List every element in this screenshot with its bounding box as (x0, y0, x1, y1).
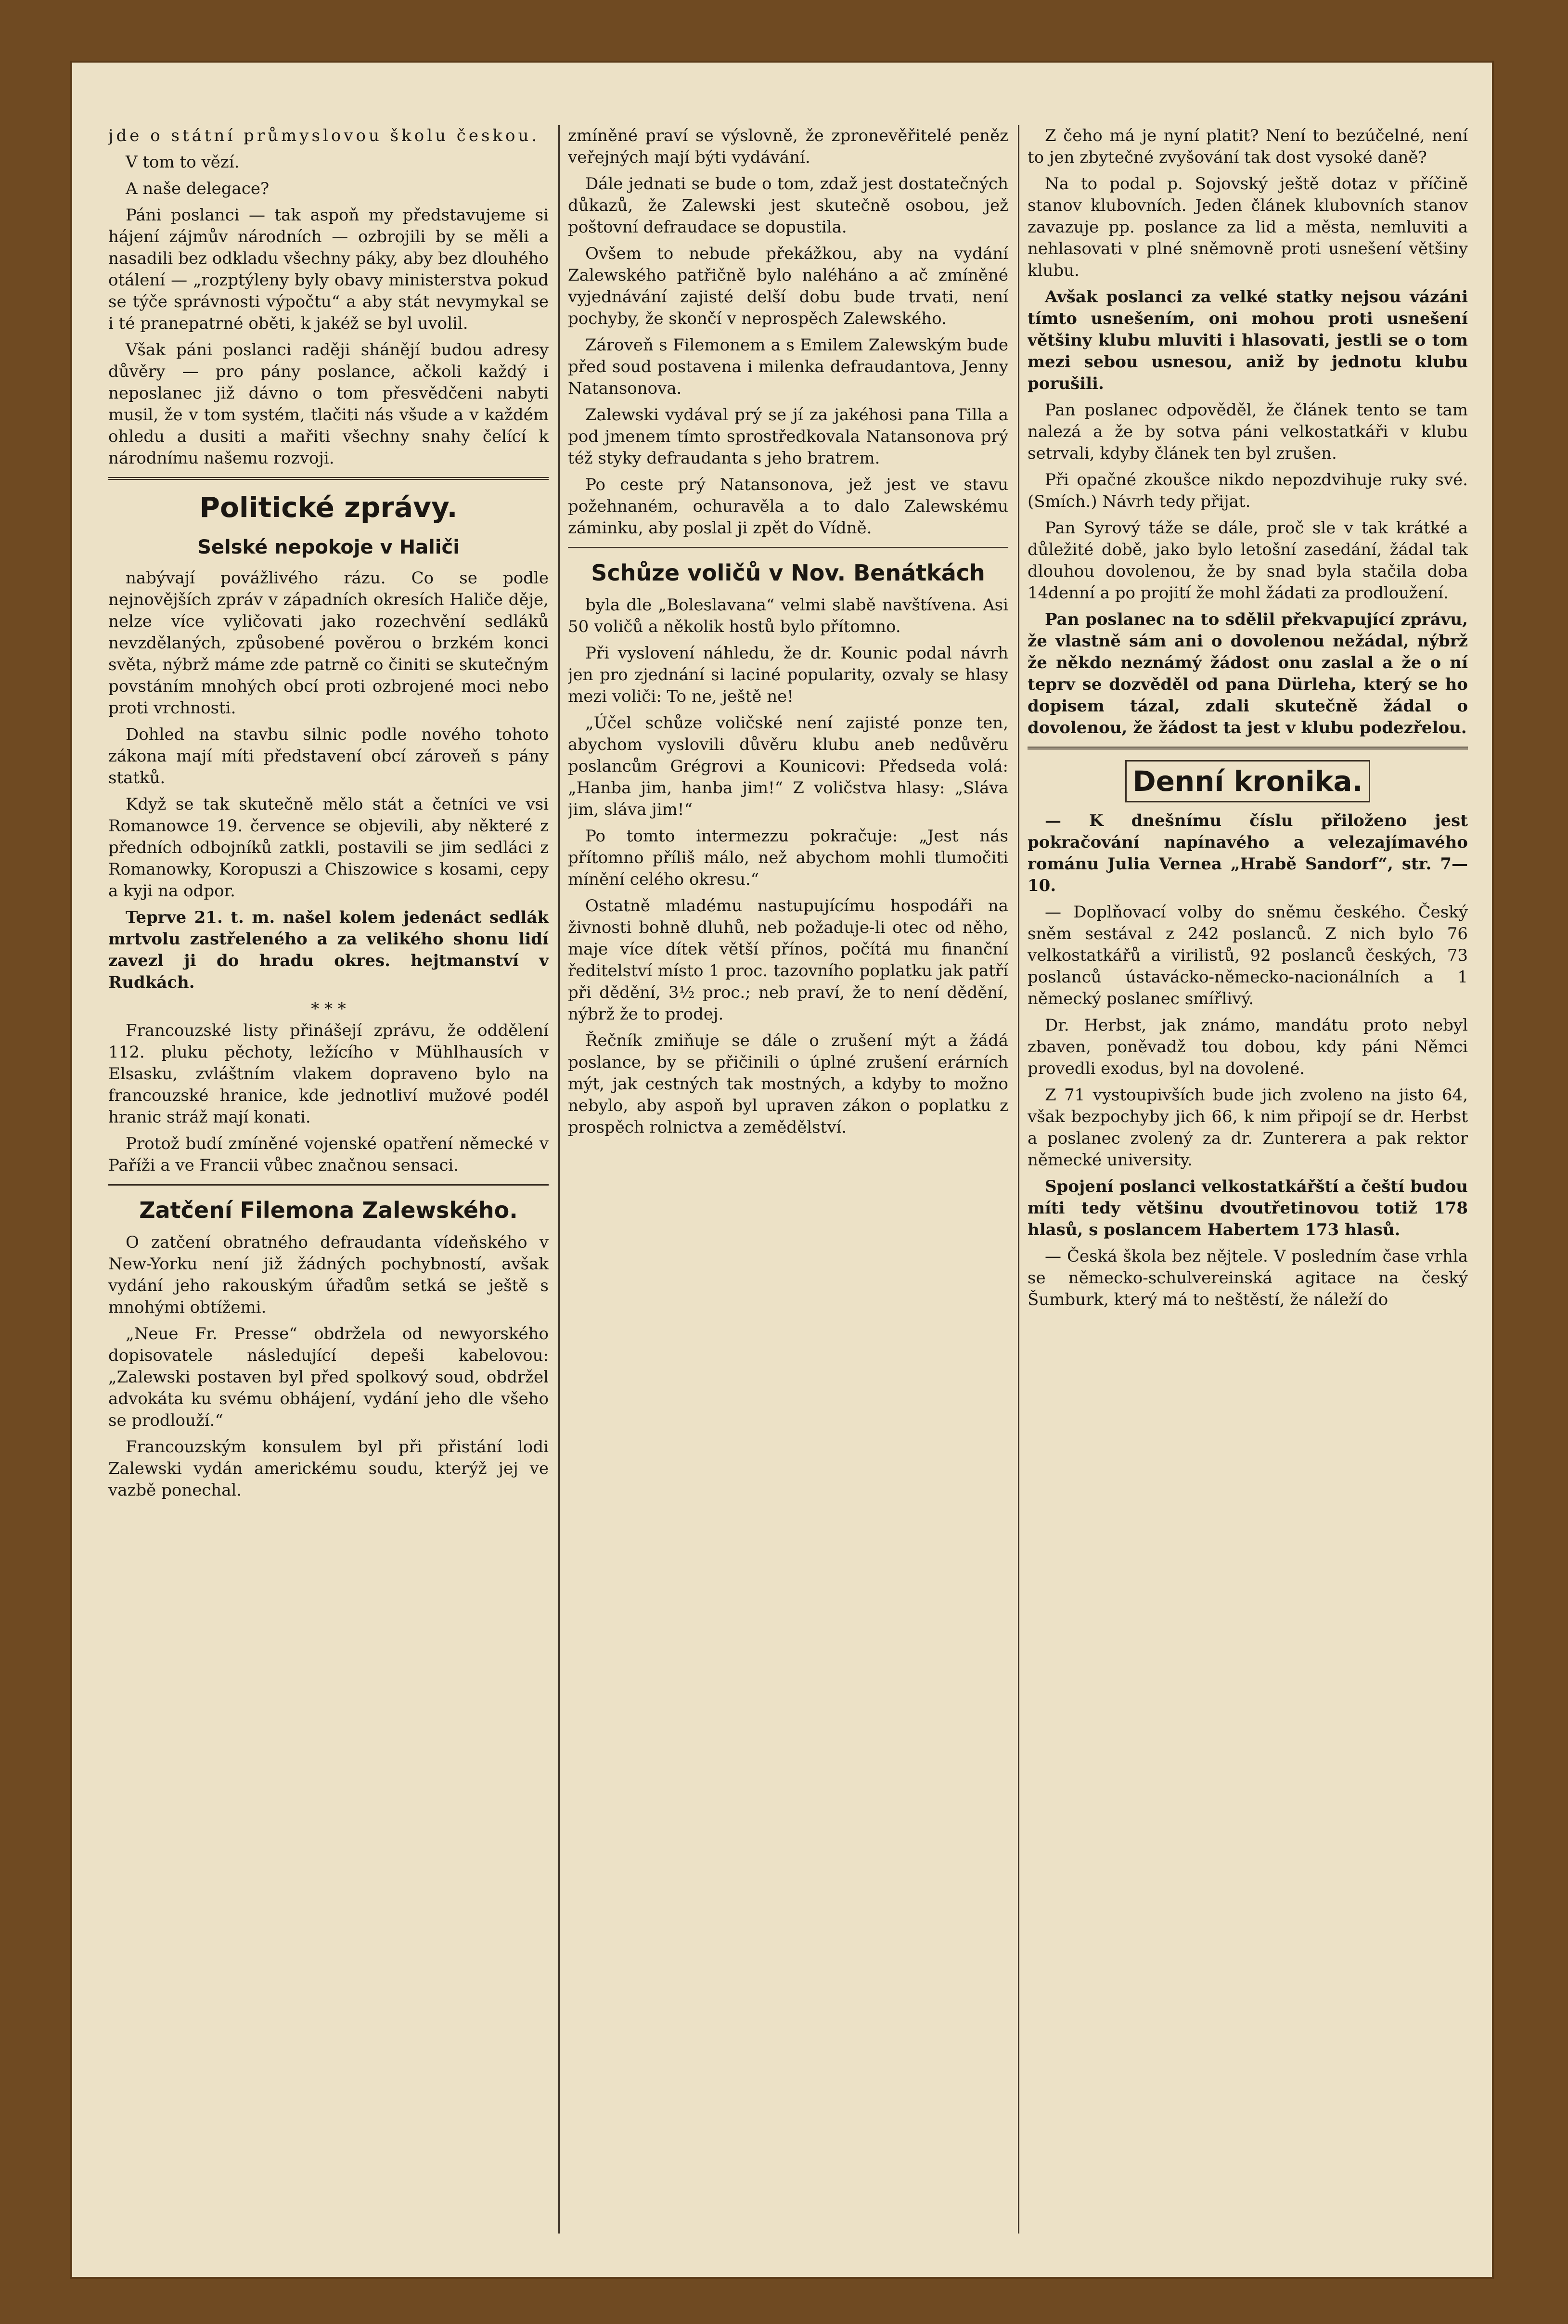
paragraph: nabývají povážlivého rázu. Co se podle nejnovějších zpráv v západních okresích Haliče děje, nelze více vyličovati jako rozechvění sedláků nevzdělaných, způsobené pověrou o brzkém konci světa, nýbrž máme zde patrně co činiti se skutečným povstáním mnohých obcí proti ozbrojené moci nebo proti vrchnosti. (108, 568, 549, 718)
newspaper-page (72, 63, 1492, 2277)
paragraph: Pan poslanec odpověděl, že článek tento se tam nalezá a že by sotva páni velkostatkáři v klubu setrvali, kdyby článek ten byl zrušen. (1028, 400, 1468, 463)
column-2 (568, 125, 1008, 2234)
paragraph: Protož budí zmíněné vojenské opatření německé v Paříži a ve Francii vůbec značnou sensaci. (108, 1134, 549, 1175)
notice: — K dnešnímu číslu přiloženo jest pokračování napínavého a velezajímavého románu Julia Vernea „Hrabě Sandorf“, str. 7—10. (1028, 811, 1468, 895)
paragraph: „Neue Fr. Presse“ obdržela od newyorského dopisovatele následující depeši kabelovou: „Zalewski postaven byl před spolkový soud, obdržel advokáta ku svému obhájení, vydání jeho dle všeho se prodlouží.“ (108, 1324, 549, 1430)
section-rule (108, 477, 549, 480)
paragraph: Po ceste prý Natansonova, jež jest ve stavu požehnaném, ochuravěla a to dalo Zalewskému záminku, aby poslal ji zpět do Vídně. (568, 475, 1008, 538)
paragraph: Řečník zmiňuje se dále o zrušení mýt a žádá poslance, by se přičinili o úplné zrušení erárních mýt, jak cestných tak mostných, a kdyby to možno nebylo, aby aspoň byl upraven zákon o poplatku z prospěch rolnictva a zemědělství. (568, 1031, 1008, 1137)
article-title: Zatčení Filemona Zalewského. (139, 1197, 518, 1223)
column-divider (558, 125, 560, 2234)
paragraph: „Účel schůze voličské není zajisté ponze ten, abychom vyslovili důvěru klubu aneb nedůvěru poslancům Grégrovi a Kounicovi: Předseda volá: „Hanba jim, hanba jim!“ Z voličstva hlasy: „Sláva jim, sláva jim!“ (568, 713, 1008, 819)
article-rule (568, 547, 1008, 548)
paragraph: Při opačné zkoušce nikdo nepozdvihuje ruky své. (Smích.) Návrh tedy přijat. (1028, 470, 1468, 511)
paragraph: V tom to vězí. (126, 153, 240, 172)
paragraph: Když se tak skutečně mělo stát a četníci ve vsi Romanowce 19. července se objevili, aby některé z předních odbojníků zatkli, postavili se jim sedláci z Romanowky, Koropuszi a Chiszowice s kosami, cepy a kyji na odpor. (108, 795, 549, 901)
paragraph: byla dle „Boleslavana“ velmi slabě navštívena. Asi 50 voličů a několik hostů bylo přítomno. (568, 595, 1008, 636)
paragraph: Dohled na stavbu silnic podle nového tohoto zákona mají míti představení obcí zároveň s pány statků. (108, 725, 549, 788)
paragraph: Teprve 21. t. m. našel kolem jedenáct sedlák mrtvolu zastřeleného a za velikého shonu lidí zavezl ji do hradu okres. hejtmanství v Rudkách. (108, 908, 549, 992)
paragraph: A naše delegace? (126, 179, 270, 198)
asterisk-divider: * * * (311, 999, 346, 1019)
paragraph: Pan Syrový táže se dále, proč sle v tak krátké a důležité době, jako bylo letošní zasedání, žádal tak dlouhou dovolenou, že by snad byla stačila doba 14denní a po projití že mohl žádati za prodloužení. (1028, 518, 1468, 603)
paragraph: Dr. Herbst, jak známo, mandátu proto nebyl zbaven, poněvadž tou dobou, kdy páni Němci provedli exodus, byl na dovolené. (1028, 1016, 1468, 1078)
paragraph: Ovšem to nebude překážkou, aby na vydání Zalewského patřičně bylo naléháno a ač zmíněné vyjednávání zajisté delší dobu bude trvati, není pochyby, že skončí v neprospěch Zalewského. (568, 244, 1008, 328)
section-title (1028, 760, 1468, 802)
section-title-box: Denní kronika. (1125, 760, 1370, 802)
paragraph: Avšak poslanci za velké statky nejsou vázáni tímto usnešením, oni mohou proti usnešení většiny klubu mluviti i hlasovati, jestli se o tom mezi sebou usnesou, aniž by jednotu klubu porušili. (1028, 287, 1468, 393)
section-rule (1028, 747, 1468, 749)
paragraph: O zatčení obratného defraudanta vídeňského v New-Yorku není již žádných pochybností, avšak vydání jeho rakouským úřadům setká se ještě s mnohými obtížemi. (108, 1233, 549, 1317)
paragraph: Z čeho má je nyní platit? Není to bezúčelné, není to jen zbytečné zvyšování tak dost vysoké daně? (1028, 126, 1468, 167)
column-3 (1028, 125, 1468, 2234)
paragraph: Na to podal p. Sojovský ještě dotaz v příčině stanov klubovních. Jeden článek klubovních stanov zavazuje pp. poslance za lid a města, nemluviti a nehlasovati v plné sněmovně proti usnešení většiny klubu. (1028, 174, 1468, 280)
column-1 (108, 125, 549, 2234)
article-title: Selské nepokoje v Haliči (197, 536, 460, 558)
section-title: Politické zprávy. (199, 491, 458, 524)
paragraph: Francouzským konsulem byl při přistání lodi Zalewski vydán americkému soudu, kterýž jej ve vazbě ponechal. (108, 1437, 549, 1500)
paragraph: — Doplňovací volby do sněmu českého. Český sněm sestával z 242 poslanců. Z nich bylo 76 velkostatkářů a virilistů, 92 poslanců českých, 73 poslanců ústavácko-německo-nacionálních a 1 německý poslanec smířlivý. (1028, 903, 1468, 1008)
paragraph: Při vyslovení náhledu, že dr. Kounic podal návrh jen pro zjednání si laciné popularity, ozvaly se hlasy mezi voliči: To ne, ještě ne! (568, 644, 1008, 706)
paragraph: Dále jednati se bude o tom, zdaž jest dostatečných důkazů, že Zalewski jest skutečně osobou, jež poštovní defraudace se dopustila. (568, 174, 1008, 237)
paragraph: Páni poslanci — tak aspoň my představujeme si hájení zájmův národních — ozbrojili by se měli a nasadili bez odkladu všechny páky, aby bez dlouhého otálení — „rozptýleny byly obavy ministerstva pokud se týče správnosti výpočtu“ a aby stát nevymykal se i té pranepatrné oběti, k jakéž se byl uvolil. (108, 206, 549, 333)
paragraph: Zalewski vydával prý se jí za jakéhosi pana Tilla a pod jmenem tímto sprostředkovala Natansonova prý též styky defraudanta s jeho bratrem. (568, 405, 1008, 468)
paragraph: Spojení poslanci velkostatkářští a čeští budou míti tedy většinu dvoutřetinovou totiž 178 hlasů, s poslancem Habertem 173 hlasů. (1028, 1177, 1468, 1239)
paragraph: jde o státní průmyslovou školu českou. (108, 126, 540, 145)
paragraph: Ostatně mladému nastupujícímu hospodáři na živnosti bohně dluhů, neb požaduje-li otec od něho, maje více dítek větší přínos, počítá mu finanční ředitelství místo 1 proc. tazovního poplatku jak patří při dědění, 3½ proc.; neb praví, že to není dědění, nýbrž že to prodej. (568, 896, 1008, 1024)
paragraph: Z 71 vystoupivších bude jich zvoleno na jisto 64, však bezpochyby jich 66, k nim připojí se dr. Herbst a poslanec zvolený za dr. Zunterera a pak rektor německé university. (1028, 1085, 1468, 1170)
paragraph: Zároveň s Filemonem a s Emilem Zalewským bude před soud postavena i milenka defraudantova, Jenny Natansonova. (568, 336, 1008, 398)
paragraph: Po tomto intermezzu pokračuje: „Jest nás přítomno příliš málo, než abychom mohli tlumočiti mínění celého okresu.“ (568, 826, 1008, 889)
article-rule (108, 1184, 549, 1186)
article-title: Schůze voličů v Nov. Benátkách (591, 560, 985, 586)
paragraph: — Česká škola bez nějtele. V posledním čase vrhla se německo-schulvereinská agitace na český Šumburk, který má to neštěstí, že náleží do (1028, 1247, 1468, 1309)
column-divider (1018, 125, 1019, 2234)
paragraph: Francouzské listy přinášejí zprávu, že oddělení 112. pluku pěchoty, ležícího v Mühlhausích v Elsasku, zvláštním vlakem dopraveno bylo na francouzské hranice, kde jednotliví mužové podél hranic stráž mají konati. (108, 1021, 549, 1127)
paragraph: zmíněné praví se výslovně, že zpronevěřitelé peněz veřejných mají býti vydávání. (568, 126, 1008, 167)
paragraph: Pan poslanec na to sdělil překvapující zprávu, že vlastně sám ani o dovolenou nežádal, nýbrž že někdo neznámý žádost onu zaslal a že o ní teprv se dozvěděl od pana Dürleha, který se ho dopisem tázal, zdali skutečně žádal o dovolenou, že žádost ta jest v klubu podezřelou. (1028, 610, 1468, 737)
paragraph: Však páni poslanci raději shánějí budou adresy důvěry — pro pány poslance, ačkoli každý i neposlanec již dávno o tom přesvědčeni nabyti musil, že v tom systém, tlačiti nás všude a v každém ohledu a dusiti a mařiti všechny snahy čelící k národnímu našemu rozvoji. (108, 340, 549, 468)
